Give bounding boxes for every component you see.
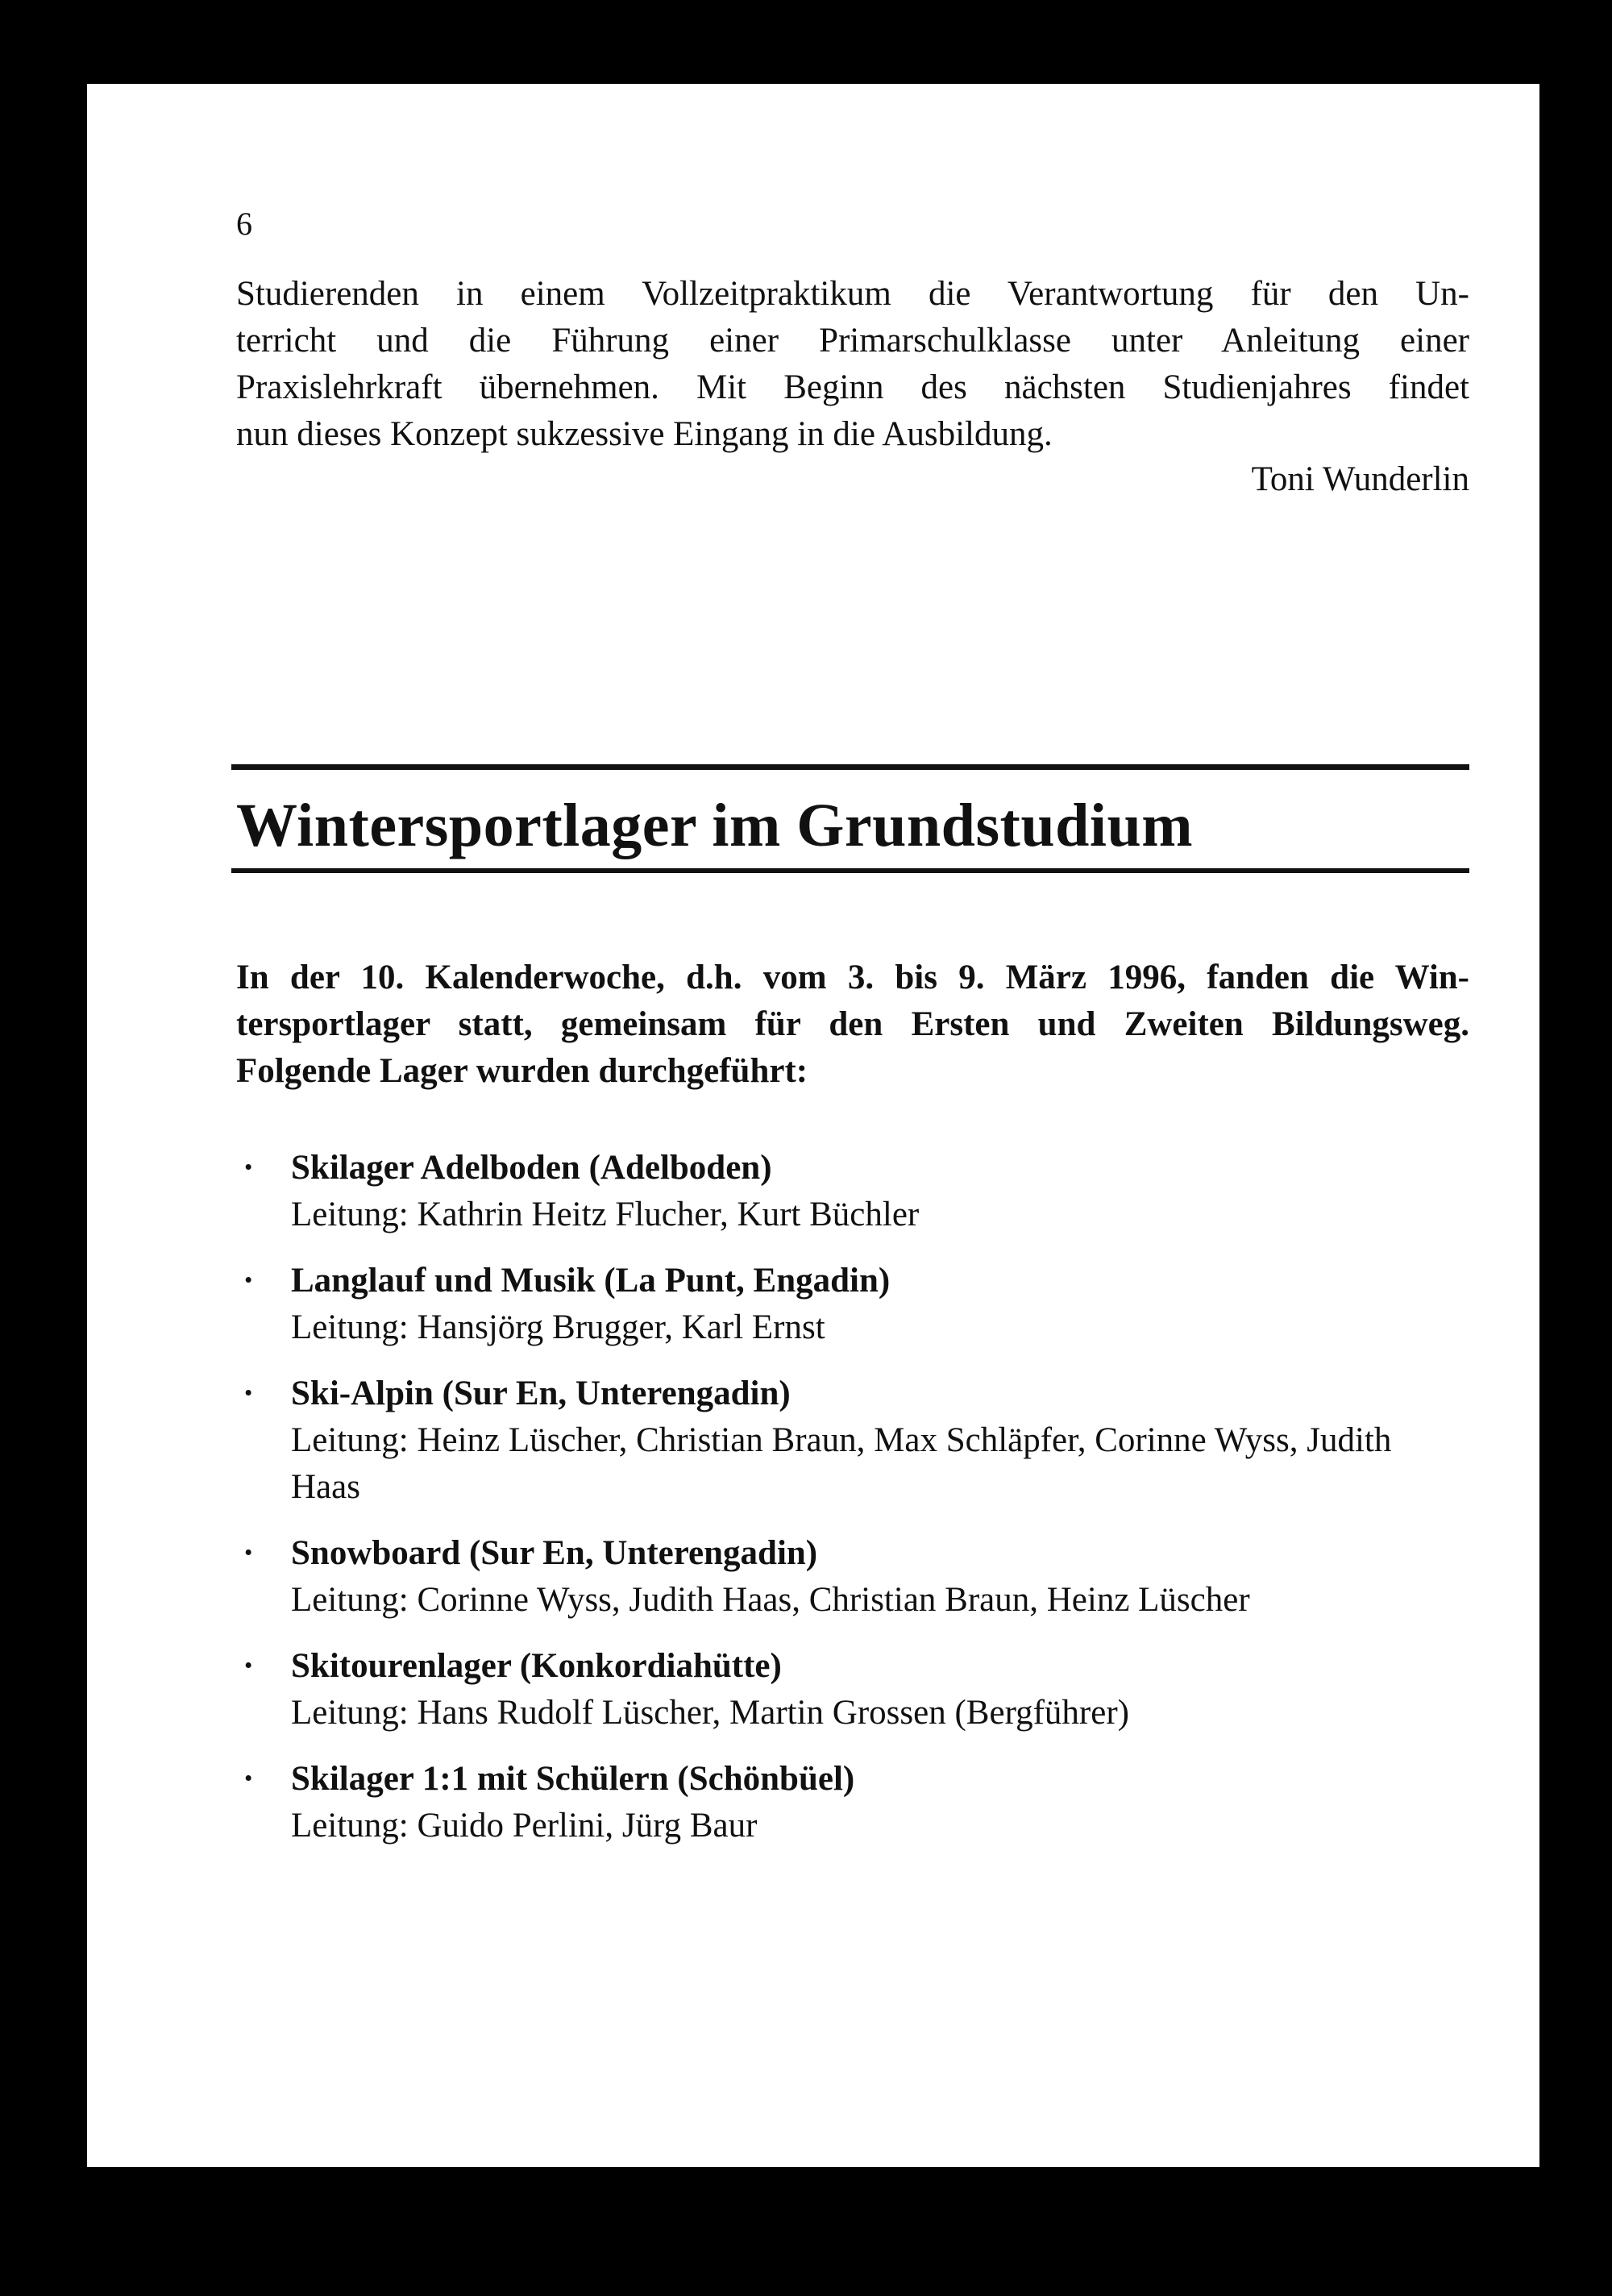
bullet-icon: · (243, 1647, 255, 1685)
camp-leaders: Leitung: Guido Perlini, Jürg Baur (291, 1807, 758, 1845)
camp-list (236, 1145, 1469, 1869)
intro-line: nun dieses Konzept sukzessive Eingang in die Ausbildung. (236, 415, 1053, 453)
section-lead-paragraph (236, 955, 1469, 1095)
bullet-icon: · (243, 1262, 255, 1300)
camp-title: Snowboard (Sur En, Unterengadin) (291, 1534, 818, 1572)
camp-title: Ski-Alpin (Sur En, Unterengadin) (291, 1375, 791, 1412)
camp-leaders: Leitung: Heinz Lüscher, Christian Braun, Max Schläpfer, Corinne Wyss, Judith Haas (291, 1421, 1392, 1506)
document-page (87, 84, 1539, 2167)
camp-title: Skilager Adelboden (Adelboden) (291, 1149, 772, 1187)
camp-list-item (236, 1371, 1469, 1511)
bullet-icon: · (243, 1760, 255, 1798)
section-rule-top (231, 764, 1469, 770)
camp-list-item (236, 1756, 1469, 1849)
bullet-icon: · (243, 1375, 255, 1412)
camp-list-item (236, 1530, 1469, 1624)
camp-list-item (236, 1145, 1469, 1238)
camp-leaders: Leitung: Kathrin Heitz Flucher, Kurt Büchler (291, 1196, 920, 1233)
camp-leaders: Leitung: Hans Rudolf Lüscher, Martin Grossen (Bergführer) (291, 1694, 1129, 1732)
camp-list-item (236, 1258, 1469, 1351)
section-rule-bottom (231, 868, 1469, 873)
camp-leaders: Leitung: Hansjörg Brugger, Karl Ernst (291, 1308, 825, 1346)
intro-line: Praxislehrkraft übernehmen. Mit Beginn des nächsten Studienjahres findet (236, 368, 1469, 406)
intro-line: terricht und die Führung einer Primarschulklasse unter Anleitung einer (236, 322, 1469, 360)
lead-line: tersportlager statt, gemeinsam für den Ersten und Zweiten Bildungsweg. (236, 1005, 1469, 1043)
camp-title: Langlauf und Musik (La Punt, Engadin) (291, 1262, 891, 1300)
author-signature: Toni Wunderlin (1251, 460, 1469, 498)
intro-paragraph (236, 271, 1469, 458)
page-number: 6 (236, 206, 252, 242)
lead-line: Folgende Lager wurden durchgeführt: (236, 1052, 808, 1090)
camp-list-item (236, 1643, 1469, 1737)
camp-title: Skitourenlager (Konkordiahütte) (291, 1647, 782, 1685)
section-title: Wintersportlager im Grundstudium (236, 792, 1194, 859)
bullet-icon: · (243, 1534, 255, 1572)
bullet-icon: · (243, 1149, 255, 1187)
lead-line: In der 10. Kalenderwoche, d.h. vom 3. bis 9. März 1996, fanden die Win- (236, 959, 1469, 996)
camp-leaders: Leitung: Corinne Wyss, Judith Haas, Christian Braun, Heinz Lüscher (291, 1581, 1250, 1619)
camp-title: Skilager 1:1 mit Schülern (Schönbüel) (291, 1760, 855, 1798)
intro-line: Studierenden in einem Vollzeitpraktikum die Verantwortung für den Un- (236, 275, 1469, 313)
